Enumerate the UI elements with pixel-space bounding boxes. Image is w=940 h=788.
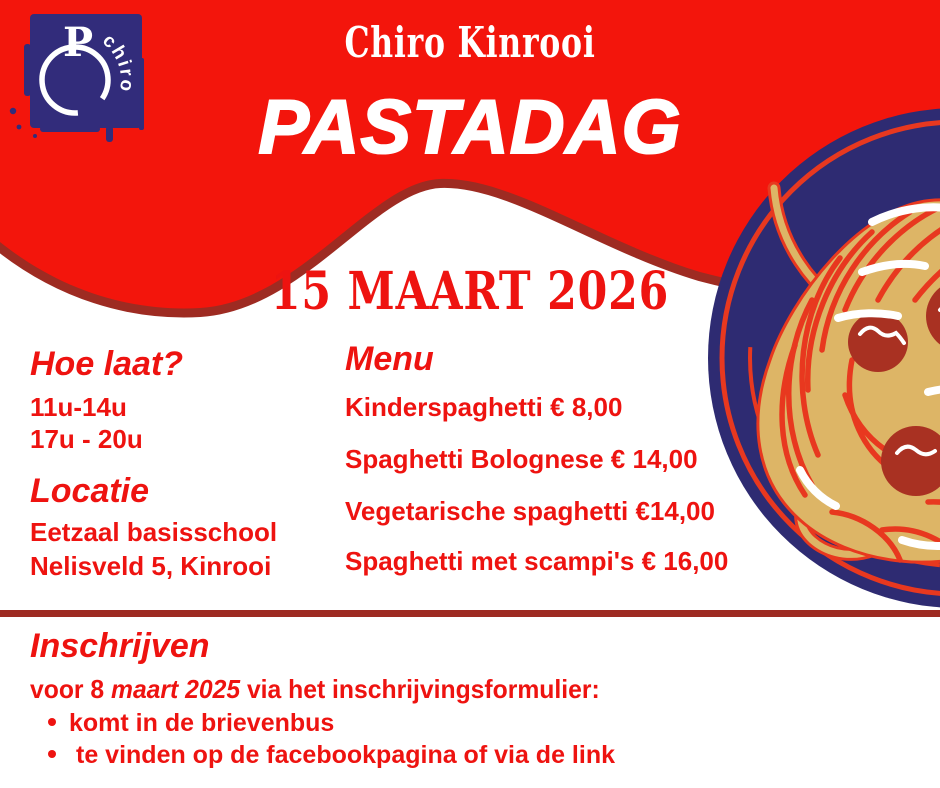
schedule-heading: Hoe laat? — [30, 345, 184, 383]
signup-intro — [30, 676, 600, 702]
bullet-dot-icon — [48, 718, 56, 726]
signup-intro-suffix: via het inschrijvingsformulier: — [240, 674, 600, 704]
menu-item: Spaghetti Bolognese € 14,00 — [345, 444, 698, 474]
location-line: Eetzaal basisschool — [30, 517, 278, 547]
signup-bullet-text: komt in de brievenbus — [69, 709, 335, 737]
schedule-time: 17u - 20u — [30, 424, 143, 454]
organization-name: Chiro Kinrooi — [344, 18, 596, 67]
signup-deadline: maart 2025 — [110, 674, 241, 704]
menu-heading: Menu — [345, 340, 434, 378]
menu-item: Kinderspaghetti € 8,00 — [345, 392, 623, 422]
location-heading: Locatie — [30, 472, 150, 510]
signup-bullet — [48, 743, 615, 768]
menu-item: Spaghetti met scampi's € 16,00 — [345, 546, 729, 576]
meatball-icon — [848, 312, 908, 372]
logo-symbol: P — [62, 19, 94, 66]
signup-intro-prefix: voor 8 — [30, 674, 111, 704]
page-title: PASTADAG — [258, 85, 682, 170]
signup-bullet — [48, 711, 334, 736]
logo-wordmark: chiro — [98, 30, 138, 95]
schedule-time: 11u-14u — [30, 392, 127, 422]
signup-bullet-text: te vinden op de facebookpagina of via de link — [76, 741, 615, 769]
menu-item: Vegetarische spaghetti €14,00 — [345, 496, 715, 526]
bullet-dot-icon — [48, 750, 56, 758]
signup-heading: Inschrijven — [30, 627, 210, 665]
event-date: 15 MAART 2026 — [270, 261, 670, 322]
divider-line — [0, 610, 940, 617]
location-line: Nelisveld 5, Kinrooi — [30, 551, 272, 581]
